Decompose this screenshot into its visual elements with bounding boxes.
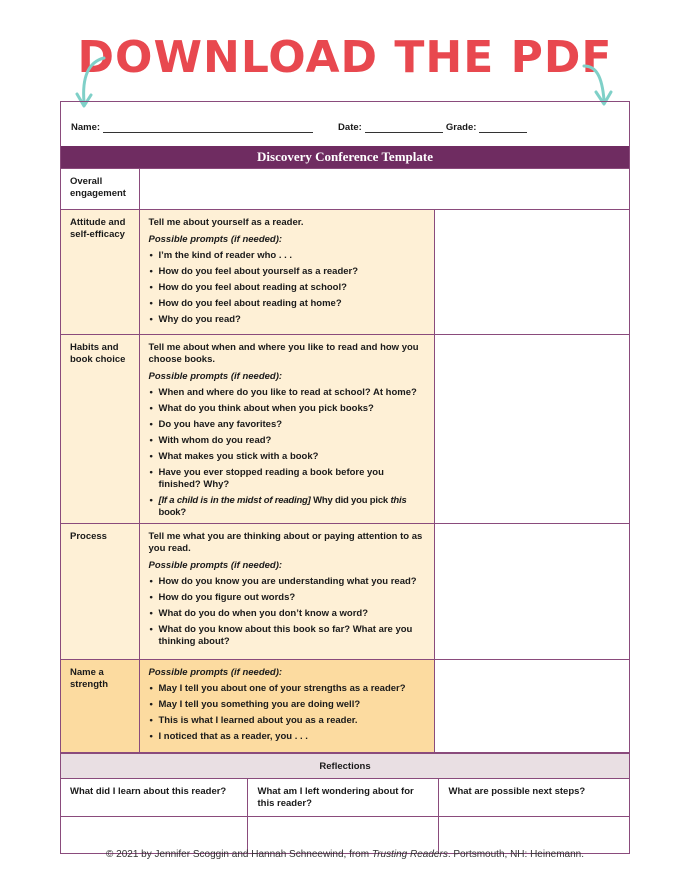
date-label: Date: [338,121,362,133]
list-item: • I’m the kind of reader who . . . [149,250,428,262]
prompt-emphasis: this [390,495,407,506]
list-item: • Do you have any favorites? [149,419,428,431]
list-item: • This is what I learned about you as a reader. [149,715,428,727]
date-field[interactable] [365,122,443,133]
prompt-cell [139,210,434,335]
table-row [61,169,629,210]
student-info-row [61,102,629,146]
list-item: • I noticed that as a reader, you . . . [149,731,428,743]
table-row [61,660,629,753]
table-row [61,335,629,524]
prompt-cell [139,524,434,660]
section-label: Attitude and self-efficacy [61,210,139,335]
prompts-label: Possible prompts (if needed): [148,560,283,571]
book-title: Trusting Readers [371,849,448,860]
list-item [149,495,428,519]
list-item: • When and where do you like to read at school? At home? [149,387,428,399]
footer-text: . Portsmouth, NH: Heinemann. [447,849,584,860]
grade-label: Grade: [445,121,477,133]
section-label: Name a strength [61,660,139,753]
download-banner[interactable]: DOWNLOAD THE PDF [77,32,613,83]
notes-cell[interactable] [434,524,629,660]
notes-cell[interactable] [139,169,629,210]
list-item: • May I tell you something you are doing well? [149,699,428,711]
reflection-answer-cell[interactable] [61,817,247,853]
section-intro: Tell me what you are thinking about or paying attention to as you read. [148,531,423,554]
list-item: • Have you ever stopped reading a book before you finished? Why? [149,467,428,491]
list-item: • What makes you stick with a book? [149,451,428,463]
footer-text: © 2021 by Jennifer Scoggin and Hannah Schneewind, from [105,849,372,860]
prompts-label: Possible prompts (if needed): [148,234,283,245]
prompt-aside: [If a child is in the midst of reading] [158,495,311,506]
prompt-text: book? [158,507,186,518]
table-row [61,817,629,853]
table-row [61,779,629,817]
template-title: Discovery Conference Template [61,146,629,168]
list-item: • How do you know you are understanding what you read? [149,576,428,588]
reflections-table [61,778,629,853]
list-item: • How do you feel about yourself as a reader? [149,266,428,278]
prompt-cell [139,335,434,524]
table-row [61,210,629,335]
prompts-label: Possible prompts (if needed): [148,667,283,678]
conference-table [61,168,629,753]
reflection-question: What did I learn about this reader? [61,779,247,817]
table-row [61,524,629,660]
name-label: Name: [71,121,101,133]
conference-template-document [60,101,630,854]
list-item: • With whom do you read? [149,435,428,447]
list-item: • How do you feel about reading at home? [149,298,428,310]
notes-cell[interactable] [434,660,629,753]
prompts-label: Possible prompts (if needed): [148,371,283,382]
reflection-answer-cell[interactable] [438,817,629,853]
list-item: • What do you do when you don’t know a word? [149,608,428,620]
list-item: • May I tell you about one of your strengths as a reader? [149,683,428,695]
copyright-footer [0,849,690,860]
section-label: Overall engagement [61,169,139,210]
section-intro: Tell me about when and where you like to read and how you choose books. [148,342,419,365]
list-item: • How do you figure out words? [149,592,428,604]
prompt-cell [139,660,434,753]
reflection-answer-cell[interactable] [247,817,438,853]
list-item: • Why do you read? [149,314,428,326]
name-field[interactable] [103,122,313,133]
grade-field[interactable] [479,122,527,133]
list-item: • What do you think about when you pick books? [149,403,428,415]
list-item: • What do you know about this book so far? What are you thinking about? [149,624,428,648]
section-label: Process [61,524,139,660]
notes-cell[interactable] [434,210,629,335]
list-item: • How do you feel about reading at school? [149,282,428,294]
reflection-question: What are possible next steps? [438,779,629,817]
prompt-text: Why did you pick [310,495,391,506]
section-intro: Tell me about yourself as a reader. [148,217,304,228]
notes-cell[interactable] [434,335,629,524]
section-label: Habits and book choice [61,335,139,524]
reflection-question: What am I left wondering about for this reader? [247,779,438,817]
reflections-heading: Reflections [61,753,629,778]
